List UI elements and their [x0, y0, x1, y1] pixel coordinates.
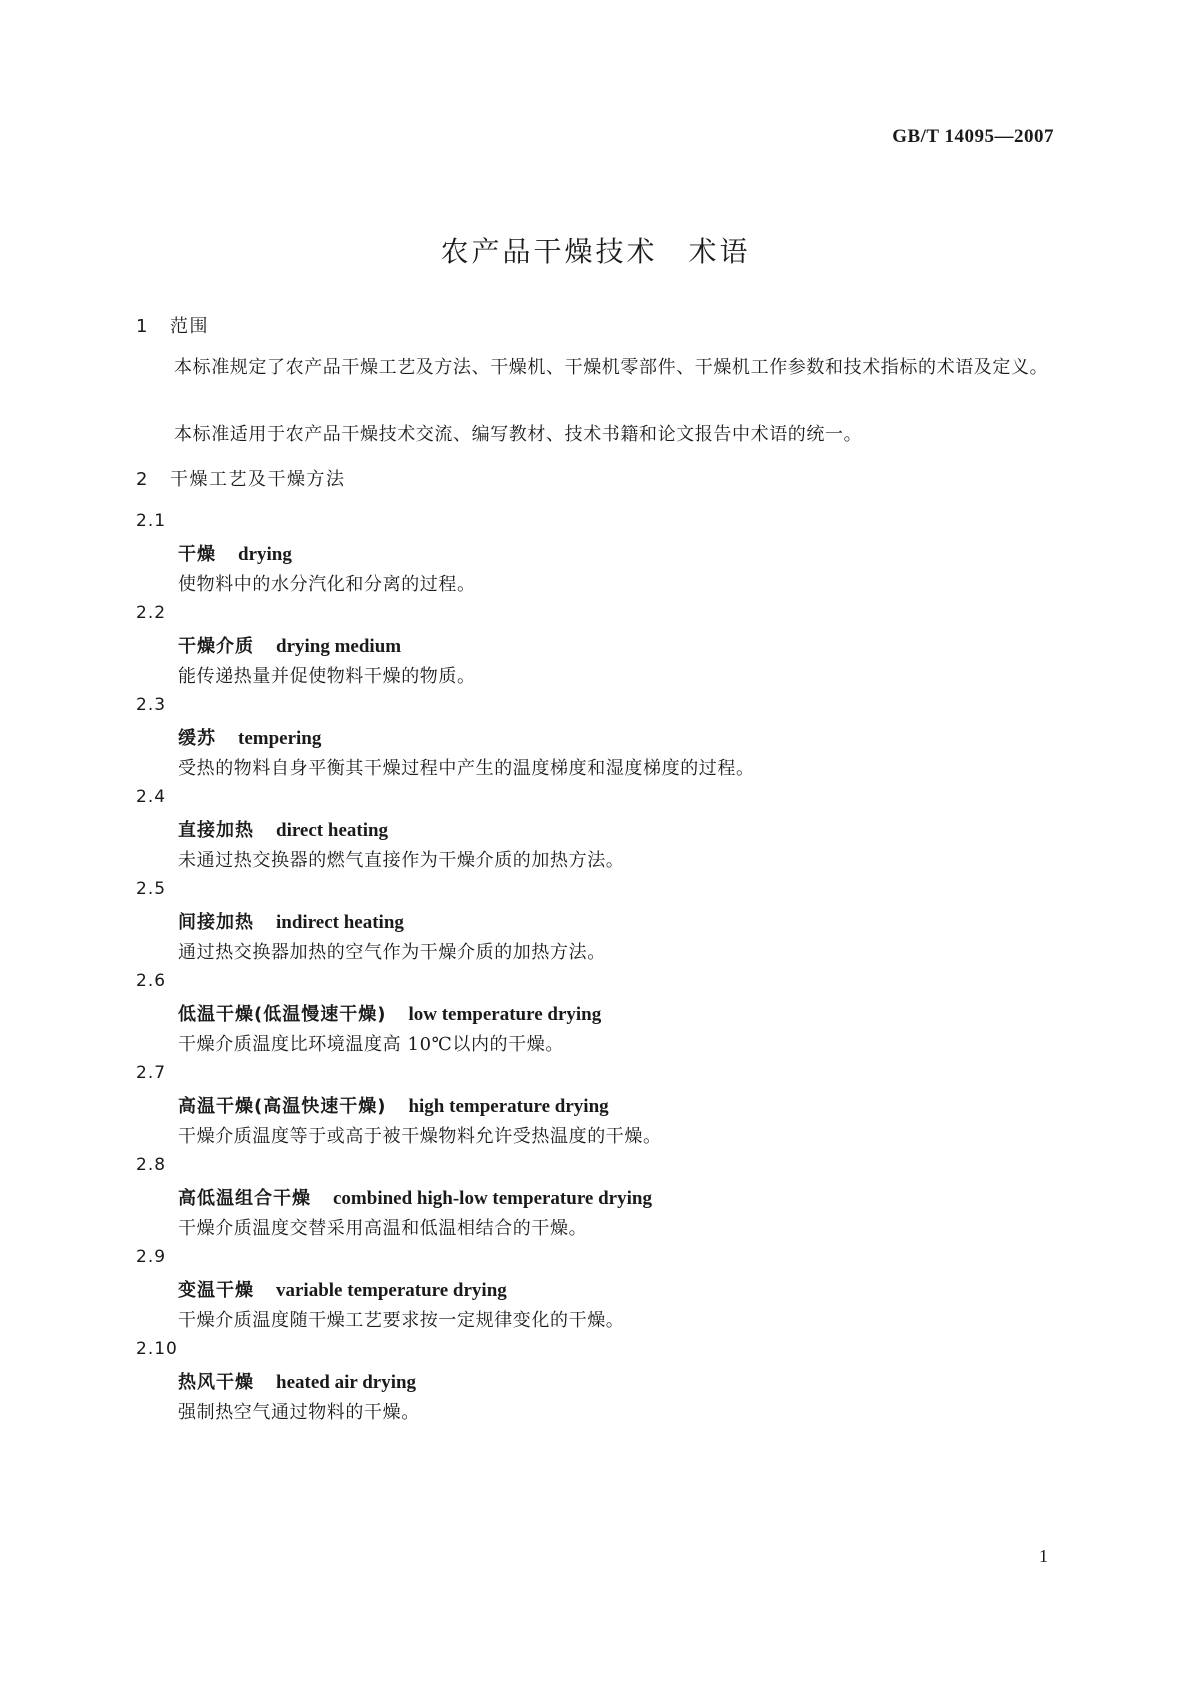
section-number: 1 [136, 316, 149, 337]
term-name-en: indirect heating [276, 912, 404, 933]
section-title: 干燥工艺及干燥方法 [170, 469, 346, 490]
section-1-heading [136, 312, 1055, 338]
term-number: 2.2 [136, 603, 167, 623]
term-name-cn: 缓苏 [178, 728, 216, 749]
section-number: 2 [136, 469, 149, 490]
term-number: 2.7 [136, 1063, 167, 1083]
term-definition: 强制热空气通过物料的干燥。 [178, 1402, 420, 1423]
section-2-heading [136, 465, 1055, 491]
term-name-cn: 直接加热 [178, 820, 254, 841]
term-number: 2.9 [136, 1247, 167, 1267]
section-title: 范围 [170, 316, 209, 337]
term-name [178, 1000, 601, 1026]
term-name-cn: 热风干燥 [178, 1372, 254, 1393]
term-name-cn: 高低温组合干燥 [178, 1188, 311, 1209]
term-name [178, 632, 401, 658]
term-definition: 受热的物料自身平衡其干燥过程中产生的温度梯度和湿度梯度的过程。 [178, 758, 755, 779]
term-name [178, 908, 404, 934]
term-definition: 干燥介质温度比环境温度高 10℃以内的干燥。 [178, 1034, 564, 1055]
term-name-en: variable temperature drying [276, 1280, 507, 1301]
term-number: 2.4 [136, 787, 167, 807]
standard-number: GB/T 14095—2007 [892, 126, 1054, 147]
term-name-en: high temperature drying [408, 1096, 609, 1117]
term-name [178, 1184, 652, 1210]
term-name [178, 540, 292, 566]
term-definition: 能传递热量并促使物料干燥的物质。 [178, 666, 476, 687]
scope-paragraph-2: 本标准适用于农产品干燥技术交流、编写教材、技术书籍和论文报告中术语的统一。 [174, 424, 863, 445]
term-name-en: direct heating [276, 820, 389, 841]
term-definition: 干燥介质温度交替采用高温和低温相结合的干燥。 [178, 1218, 588, 1239]
scope-paragraph-1: 本标准规定了农产品干燥工艺及方法、干燥机、干燥机零部件、干燥机工作参数和技术指标的术语及定义。 [174, 357, 1049, 378]
term-number: 2.3 [136, 695, 167, 715]
term-name-cn: 变温干燥 [178, 1280, 254, 1301]
term-name-cn: 干燥介质 [178, 636, 254, 657]
document-title: 农产品干燥技术 术语 [440, 235, 751, 268]
term-name [178, 724, 321, 750]
term-definition: 使物料中的水分汽化和分离的过程。 [178, 574, 476, 595]
term-name-en: drying [238, 544, 292, 565]
page-number: 1 [1039, 1546, 1048, 1566]
term-number: 2.5 [136, 879, 167, 899]
term-name [178, 1092, 609, 1118]
term-name-en: low temperature drying [408, 1004, 602, 1025]
term-definition: 干燥介质温度随干燥工艺要求按一定规律变化的干燥。 [178, 1310, 625, 1331]
term-definition: 未通过热交换器的燃气直接作为干燥介质的加热方法。 [178, 850, 625, 871]
term-name-en: heated air drying [276, 1372, 417, 1393]
term-number: 2.1 [136, 511, 167, 531]
term-name [178, 1368, 416, 1394]
term-number: 2.6 [136, 971, 167, 991]
term-name-cn: 低温干燥(低温慢速干燥) [178, 1004, 387, 1025]
term-name [178, 1276, 507, 1302]
term-name-en: drying medium [276, 636, 402, 657]
term-name-cn: 干燥 [178, 544, 216, 565]
term-name-en: combined high-low temperature drying [333, 1188, 652, 1209]
term-name-en: tempering [238, 728, 322, 749]
term-definition: 通过热交换器加热的空气作为干燥介质的加热方法。 [178, 942, 606, 963]
term-number: 2.10 [136, 1339, 178, 1359]
term-name [178, 816, 388, 842]
term-number: 2.8 [136, 1155, 167, 1175]
term-definition: 干燥介质温度等于或高于被干燥物料允许受热温度的干燥。 [178, 1126, 662, 1147]
term-name-cn: 高温干燥(高温快速干燥) [178, 1096, 387, 1117]
term-name-cn: 间接加热 [178, 912, 254, 933]
